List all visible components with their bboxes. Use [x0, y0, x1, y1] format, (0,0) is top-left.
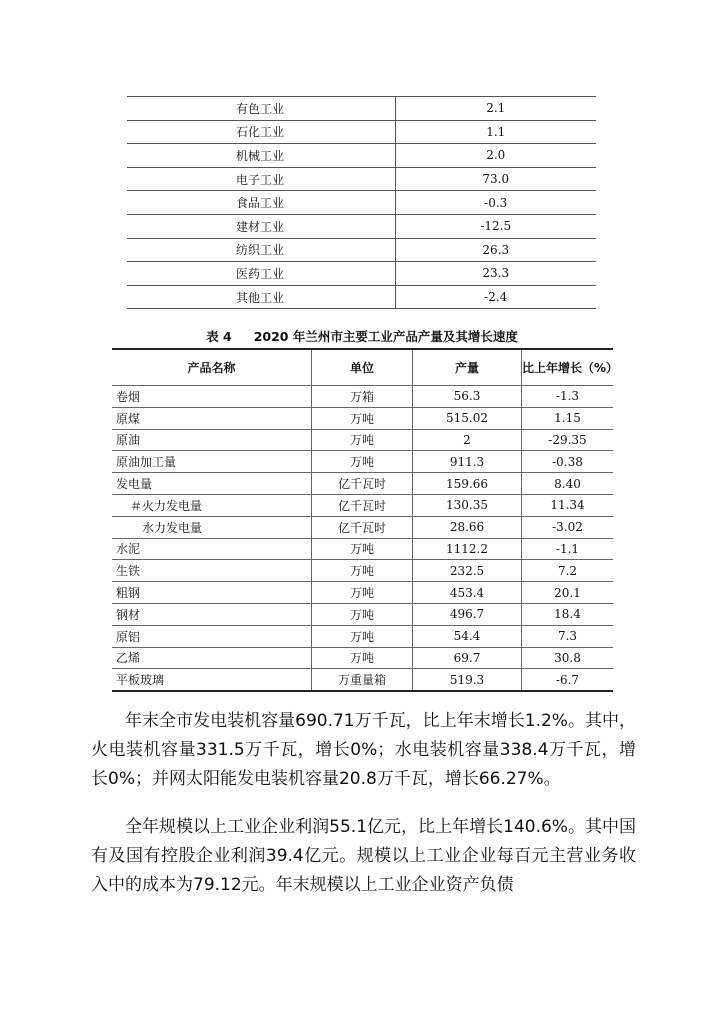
- product-unit: 万吨: [312, 625, 413, 647]
- industry-growth: 1.1: [395, 120, 596, 144]
- product-growth: 8.40: [522, 473, 614, 495]
- header-output: 产量: [413, 349, 522, 386]
- paragraph-power-capacity: 年末全市发电装机容量690.71万千瓦，比上年末增长1.2%。其中，火电装机容量331.5万千瓦，增长0%；水电装机容量338.4万千瓦，增长0%；并网太阳能发电装机容量20.8万千瓦，增长66.27%。: [91, 711, 636, 789]
- product-output: 515.02: [413, 407, 522, 429]
- industry-growth: -12.5: [395, 214, 596, 238]
- header-product-name: 产品名称: [112, 349, 312, 386]
- product-output: 453.4: [413, 582, 522, 604]
- product-unit: 万箱: [312, 386, 413, 408]
- product-unit: 万吨: [312, 603, 413, 625]
- header-unit: 单位: [312, 349, 413, 386]
- paragraph-industrial-profit: 全年规模以上工业企业利润55.1亿元，比上年增长140.6%。其中国有及国有控股企业利润39.4亿元。规模以上工业企业每百元主营业务收入中的成本为79.12元。年末规模以上工业企业资产负债: [91, 817, 636, 895]
- industry-name: 其他工业: [127, 285, 395, 309]
- table-row: [127, 214, 596, 238]
- product-name: 平板玻璃: [112, 669, 312, 691]
- product-output: 232.5: [413, 560, 522, 582]
- product-unit: 万吨: [312, 538, 413, 560]
- product-growth: -3.02: [522, 516, 614, 538]
- industry-name: 建材工业: [127, 214, 395, 238]
- product-output: 2: [413, 429, 522, 451]
- product-unit: 万重量箱: [312, 669, 413, 691]
- industrial-products-table: [112, 348, 619, 692]
- table-row: [127, 285, 596, 309]
- industry-name: 医药工业: [127, 262, 395, 286]
- table-row: [112, 538, 613, 560]
- product-unit: 万吨: [312, 560, 413, 582]
- industry-name: 食品工业: [127, 191, 395, 215]
- table-row: [127, 167, 596, 191]
- industry-growth: 2.0: [395, 144, 596, 168]
- table-row: [112, 516, 613, 538]
- table-row: [112, 647, 613, 669]
- industry-name: 机械工业: [127, 144, 395, 168]
- product-unit: 万吨: [312, 451, 413, 473]
- product-unit: 万吨: [312, 429, 413, 451]
- industry-growth: 73.0: [395, 167, 596, 191]
- product-growth: -1.1: [522, 538, 614, 560]
- product-unit: 万吨: [312, 647, 413, 669]
- product-unit: 亿千瓦时: [312, 494, 413, 516]
- table-row: [112, 582, 613, 604]
- table-row: [127, 120, 596, 144]
- table-row: [112, 494, 613, 516]
- industry-growth: 2.1: [395, 97, 596, 121]
- industry-name: 石化工业: [127, 120, 395, 144]
- product-growth: -1.3: [522, 386, 614, 408]
- industry-growth: 23.3: [395, 262, 596, 286]
- product-unit: 万吨: [312, 582, 413, 604]
- product-growth: 11.34: [522, 494, 614, 516]
- product-name: 水泥: [112, 538, 312, 560]
- product-growth: 7.3: [522, 625, 614, 647]
- industry-name: 有色工业: [127, 97, 395, 121]
- table-header-row: [112, 349, 613, 386]
- table-row: [127, 191, 596, 215]
- table-row: [112, 451, 613, 473]
- product-name: 乙烯: [112, 647, 312, 669]
- table-row: [127, 262, 596, 286]
- product-name: 钢材: [112, 603, 312, 625]
- industry-growth-table-continued: [127, 96, 596, 309]
- table-row: [127, 97, 596, 121]
- product-name: 粗钢: [112, 582, 312, 604]
- table-row: [112, 473, 613, 495]
- product-name: ＃火力发电量: [112, 494, 312, 516]
- product-name: 发电量: [112, 473, 312, 495]
- industry-name: 纺织工业: [127, 238, 395, 262]
- product-output: 911.3: [413, 451, 522, 473]
- product-unit: 亿千瓦时: [312, 516, 413, 538]
- product-growth: 1.15: [522, 407, 614, 429]
- product-growth: 20.1: [522, 582, 614, 604]
- table-row: [112, 603, 613, 625]
- product-output: 519.3: [413, 669, 522, 691]
- industry-growth: -0.3: [395, 191, 596, 215]
- table-row: [112, 560, 613, 582]
- product-name: 原油: [112, 429, 312, 451]
- table-row: [112, 407, 613, 429]
- table-title: 2020 年兰州市主要工业产品产量及其增长速度: [253, 329, 518, 344]
- product-unit: 万吨: [312, 407, 413, 429]
- product-output: 28.66: [413, 516, 522, 538]
- product-growth: -6.7: [522, 669, 614, 691]
- product-growth: -29.35: [522, 429, 614, 451]
- industry-growth: -2.4: [395, 285, 596, 309]
- table-row: [112, 669, 613, 691]
- industry-growth: 26.3: [395, 238, 596, 262]
- product-name: 原油加工量: [112, 451, 312, 473]
- table-number: 表 4: [206, 329, 232, 344]
- table-row: [112, 429, 613, 451]
- table-row: [112, 386, 613, 408]
- product-name: 水力发电量: [112, 516, 312, 538]
- product-output: 56.3: [413, 386, 522, 408]
- product-name: 原煤: [112, 407, 312, 429]
- product-output: 69.7: [413, 647, 522, 669]
- product-name: 卷烟: [112, 386, 312, 408]
- product-growth: 7.2: [522, 560, 614, 582]
- product-output: 496.7: [413, 603, 522, 625]
- industry-name: 电子工业: [127, 167, 395, 191]
- table-row: [127, 144, 596, 168]
- product-unit: 亿千瓦时: [312, 473, 413, 495]
- product-growth: -0.38: [522, 451, 614, 473]
- table-caption: [0, 327, 724, 345]
- product-output: 54.4: [413, 625, 522, 647]
- product-growth: 30.8: [522, 647, 614, 669]
- product-output: 159.66: [413, 473, 522, 495]
- product-name: 生铁: [112, 560, 312, 582]
- table-row: [112, 625, 613, 647]
- product-name: 原铝: [112, 625, 312, 647]
- product-output: 1112.2: [413, 538, 522, 560]
- product-output: 130.35: [413, 494, 522, 516]
- table-row: [127, 238, 596, 262]
- header-growth: 比上年增长（%）: [522, 349, 614, 386]
- product-growth: 18.4: [522, 603, 614, 625]
